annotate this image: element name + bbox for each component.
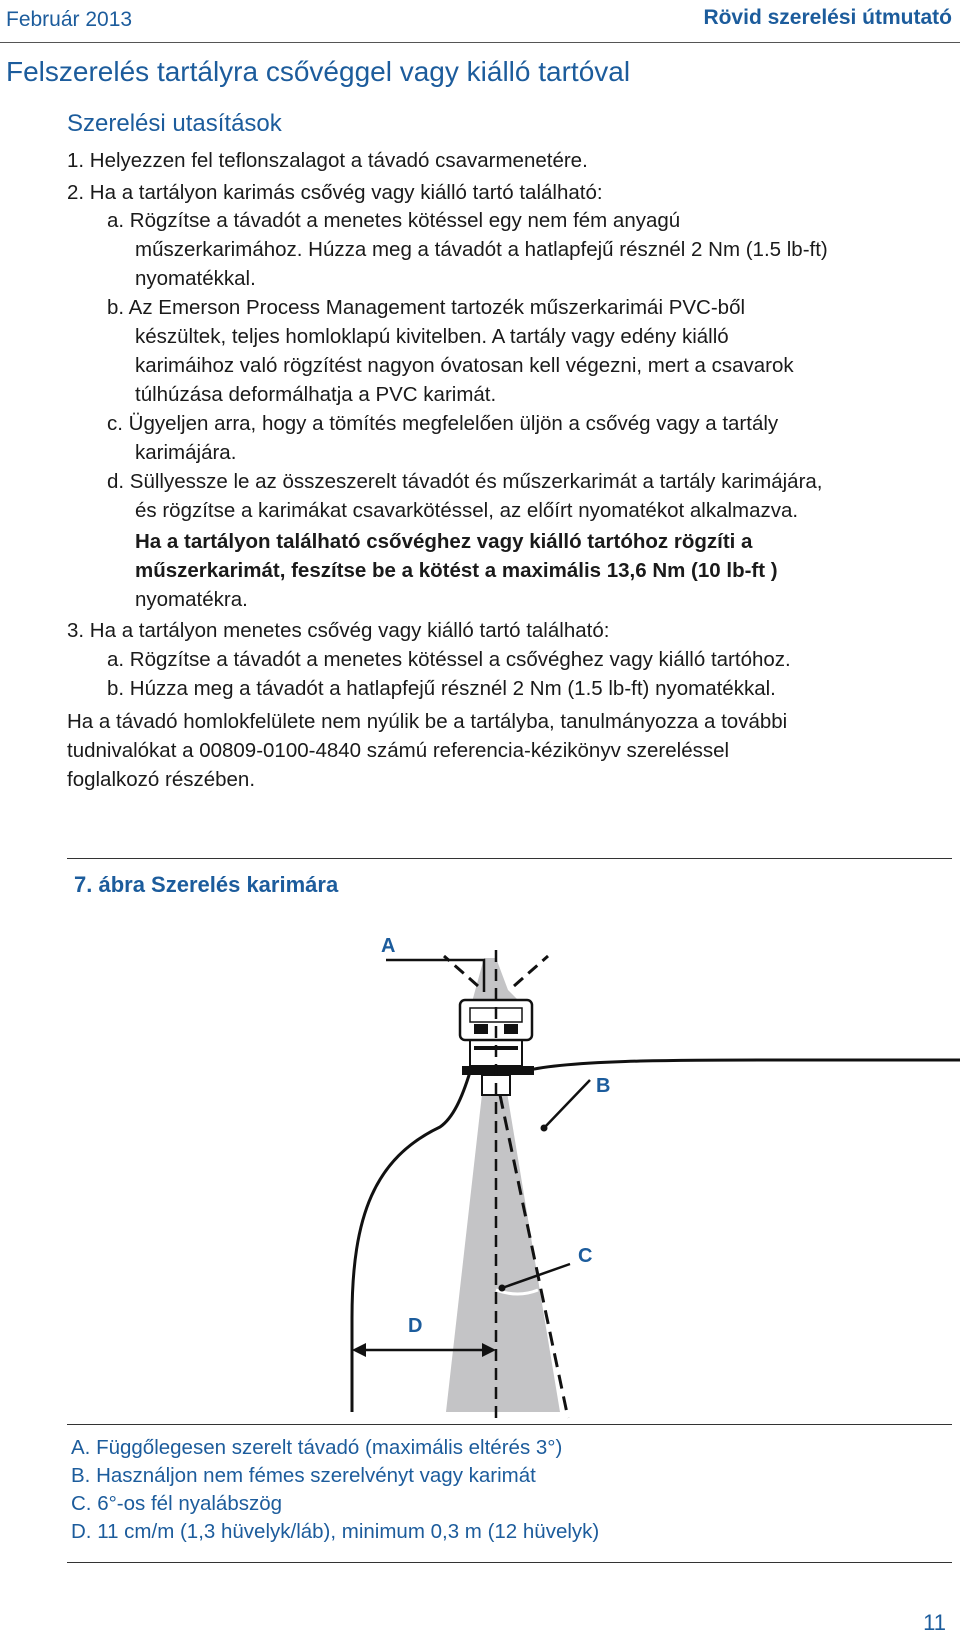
step-2b-line3: karimáihoz való rögzítést nagyon óvatosan kell végezni, mert a csavarok [135,354,794,377]
step-2c-line2: karimájára. [135,441,237,464]
torque-note-line2: műszerkarimát, feszítse be a kötést a maximális 13,6 Nm (10 lb-ft ) [135,559,778,582]
dimension-d-arrow-left [352,1343,366,1357]
torque-note-line3: nyomatékra. [135,588,248,611]
legend-item-d: D. 11 cm/m (1,3 hüvelyk/láb), minimum 0,3 m (12 hüvelyk) [71,1520,600,1543]
page-number: 11 [923,1610,946,1635]
legend-item-b: B. Használjon nem fémes szerelvényt vagy karimát [71,1464,536,1487]
tank-outline [352,1060,960,1412]
legend-item-a: A. Függőlegesen szerelt távadó (maximális eltérés 3°) [71,1436,563,1459]
label-b-leader [544,1080,590,1128]
figure-bottom-rule [67,1562,952,1563]
label-c: C [578,1245,593,1267]
legend-item-c: C. 6°-os fél nyalábszög [71,1492,283,1515]
section-heading: Felszerelés tartályra csővéggel vagy kiálló tartóval [6,56,631,87]
step-3a: a. Rögzítse a távadót a menetes kötéssel a csővéghez vagy kiálló tartóhoz. [107,648,791,671]
upper-tilt-line-right [514,956,548,986]
label-d: D [408,1315,423,1337]
header-title: Rövid szerelési útmutató [703,6,952,29]
step-2d-line2: és rögzítse a karimákat csavarkötéssel, az előírt nyomatékot alkalmazva. [135,499,799,522]
step-2b-line4: túlhúzása deformálhatja a PVC karimát. [135,383,497,406]
label-c-dot [499,1285,506,1292]
reference-line3: foglalkozó részében. [67,768,256,791]
torque-note-line1: Ha a tartályon található csővéghez vagy kiálló tartóhoz rögzíti a [135,530,753,553]
step-2d-line1: d. Süllyessze le az összeszerelt távadót és műszerkarimát a tartály karimájára, [107,470,823,493]
label-b: B [596,1075,611,1097]
step-2a-line3: nyomatékkal. [135,267,256,290]
transmitter-port-right [504,1024,518,1034]
step-2b-line2: készültek, teljes homloklapú kivitelben. A tartály vagy edény kiálló [135,325,729,348]
step-2b-line1: b. Az Emerson Process Management tartozék műszerkarimái PVC-ből [107,296,746,319]
subheading: Szerelési utasítások [67,110,282,137]
step-2a-line2: műszerkarimához. Húzza meg a távadót a hatlapfejű résznél 2 Nm (1.5 lb-ft) [135,238,828,261]
step-2c-line1: c. Ügyeljen arra, hogy a tömítés megfelelően üljön a csővég vagy a tartály [107,412,779,435]
step-2a-line1: a. Rögzítse a távadót a menetes kötéssel egy nem fém anyagú [107,209,681,232]
reference-line1: Ha a távadó homlokfelülete nem nyúlik be a tartályba, tanulmányozza a további [67,710,788,733]
step-3: 3. Ha a tartályon menetes csővég vagy kiálló tartó található: [67,619,610,642]
label-b-dot [541,1125,548,1132]
transmitter-port-left [474,1024,488,1034]
header-date: Február 2013 [6,8,133,31]
label-a: A [381,935,396,957]
figure-title: 7. ábra Szerelés karimára [74,872,339,897]
figure-legend-rule [67,1424,952,1425]
reference-line2: tudnivalókat a 00809-0100-4840 számú referencia-kézikönyv szereléssel [67,739,730,762]
flange-plate [462,1066,534,1075]
label-a-leader [386,960,484,992]
step-3b: b. Húzza meg a távadót a hatlapfejű résznél 2 Nm (1.5 lb-ft) nyomatékkal. [107,677,776,700]
step-2: 2. Ha a tartályon karimás csővég vagy kiálló tartó található: [67,181,603,204]
step-1: 1. Helyezzen fel teflonszalagot a távadó csavarmenetére. [67,149,588,172]
